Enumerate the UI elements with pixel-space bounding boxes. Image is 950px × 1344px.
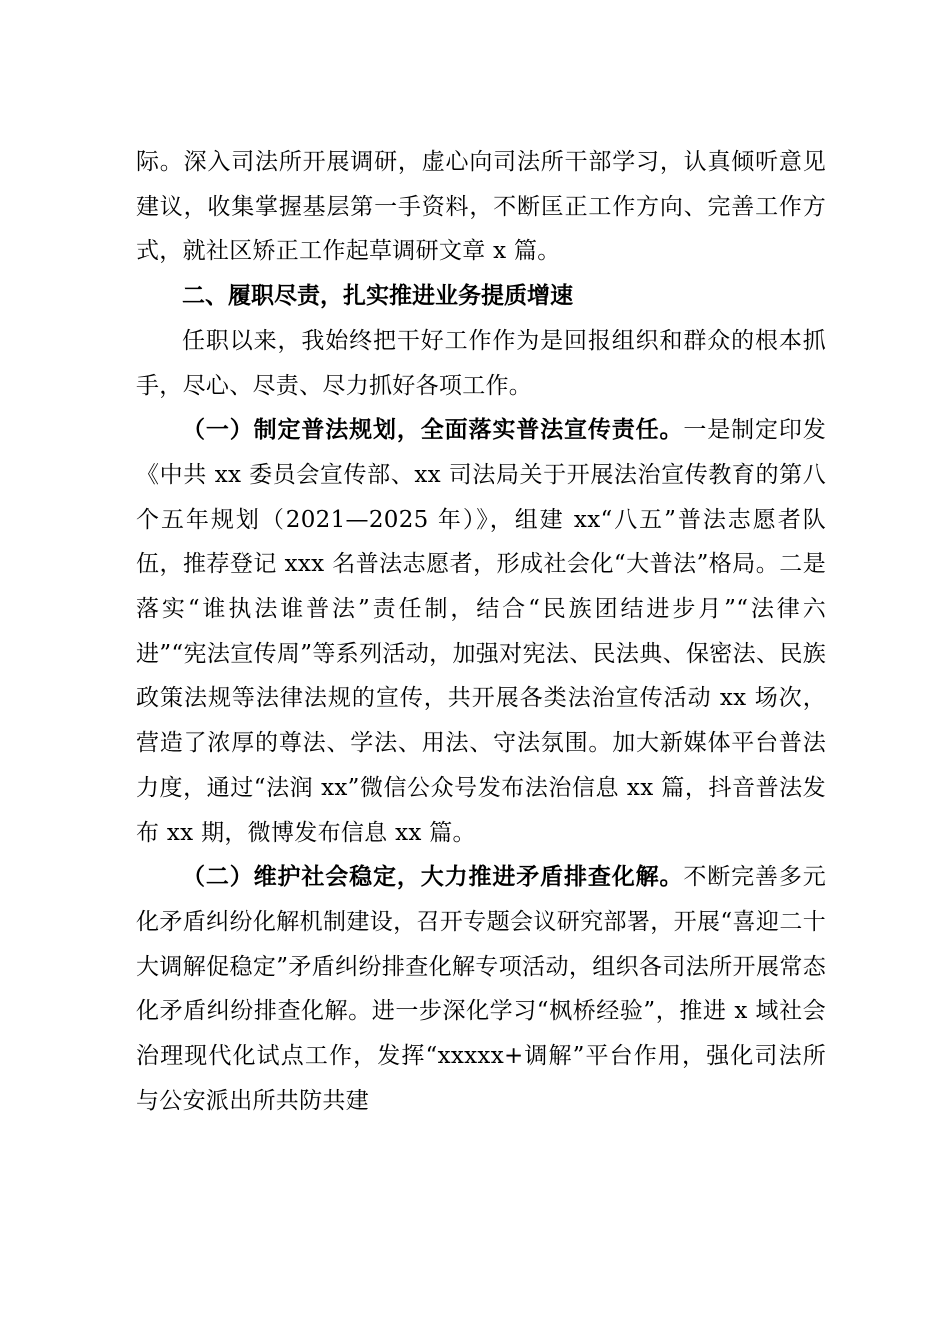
document-body xyxy=(136,140,826,1123)
subsection-1-lead: （一）制定普法规划，全面落实普法宣传责任。 xyxy=(182,417,684,444)
continuation-paragraph: 际。深入司法所开展调研，虚心向司法所干部学习，认真倾听意见建议，收集掌握基层第一手资料，不断匡正工作方向、完善工作方式，就社区矫正工作起草调研文章 x 篇。 xyxy=(136,149,826,265)
subsection-2-text: 不断完善多元化矛盾纠纷化解机制建设，召开专题会议研究部署，开展“喜迎二十大调解促稳定”矛盾纠纷排查化解专项活动，组织各司法所开展常态化矛盾纠纷排查化解。进一步深化学习“枫桥经验”，推进 x 域社会治理现代化试点工作，发挥“xxxxx+调解”平台作用，强化司法所与公安派出所共防共建 xyxy=(136,864,826,1114)
subsection-2-lead: （二）维护社会稳定，大力推进矛盾排查化解。 xyxy=(182,864,684,891)
intro-paragraph: 任职以来，我始终把干好工作作为是回报组织和群众的根本抓手，尽心、尽责、尽力抓好各项工作。 xyxy=(136,327,826,399)
subsection-1-text: 一是制定印发《中共 xx 委员会宣传部、xx 司法局关于开展法治宣传教育的第八个五年规划（2021—2025 年）》，组建 xx“八五”普法志愿者队伍，推荐登记 xxx 名普法志愿者，形成社会化“大普法”格局。二是落实“谁执法谁普法”责任制，结合“民族团结进步月”“法律六进”“宪法宣传周”等系列活动，加强对宪法、民法典、保密法、民族政策法规等法律法规的宣传，共开展各类法治宣传活动 xx 场次，营造了浓厚的尊法、学法、用法、守法氛围。加大新媒体平台普法力度，通过“法润 xx”微信公众号发布法治信息 xx 篇，抖音普法发布 xx 期，微博发布信息 xx 篇。 xyxy=(136,417,826,846)
section-heading: 二、履职尽责，扎实推进业务提质增速 xyxy=(182,283,573,310)
subsection-paragraph-2 xyxy=(136,855,826,1123)
subsection-paragraph-1 xyxy=(136,408,826,855)
